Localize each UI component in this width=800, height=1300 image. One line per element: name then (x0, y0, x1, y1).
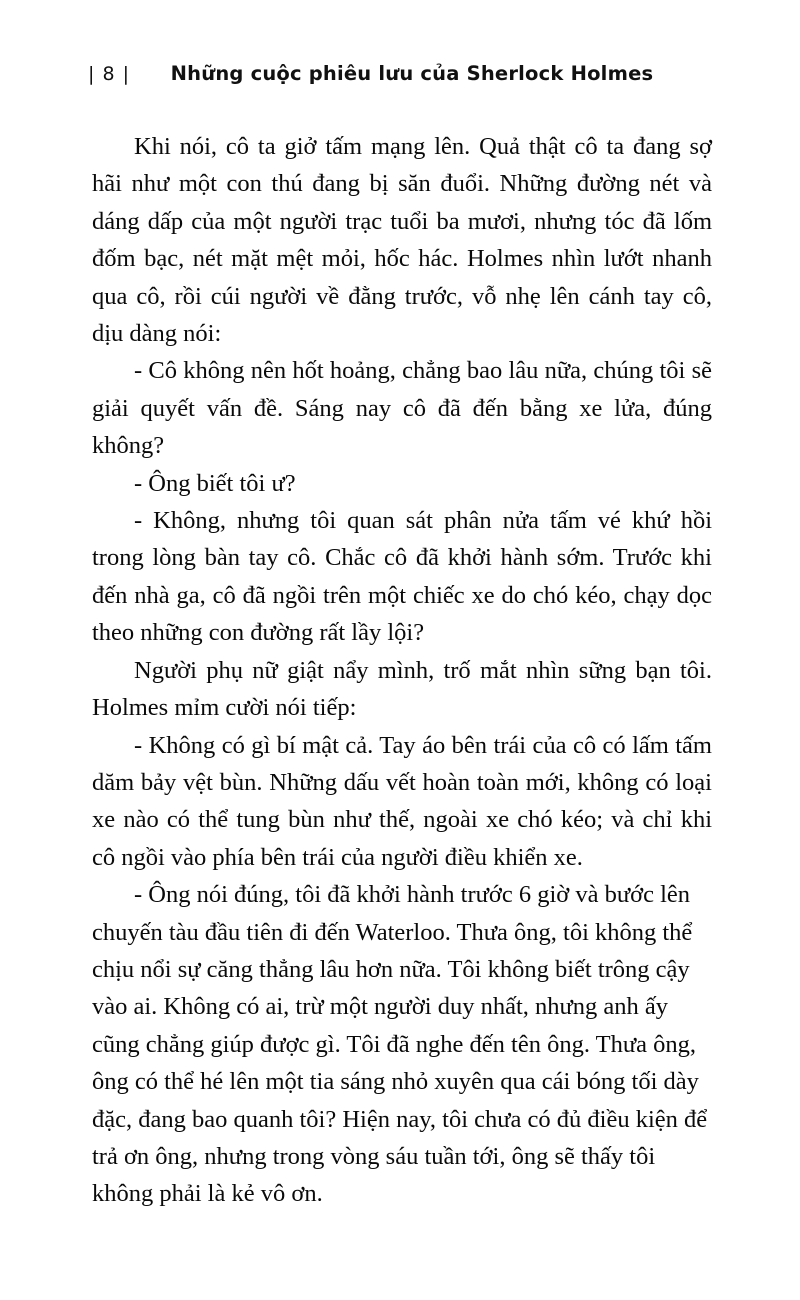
page-header (88, 62, 712, 94)
paragraph: - Ông nói đúng, tôi đã khởi hành trước 6 giờ và bước lên chuyến tàu đầu tiên đi đến Waterloo. Thưa ông, tôi không thể chịu nổi sự căng thẳng lâu hơn nữa. Tôi không biết trông cậy vào ai. Không có ai, trừ một người duy nhất, nhưng anh ấy cũng chẳng giúp được gì. Tôi đã nghe đến tên ông. Thưa ông, ông có thể hé lên một tia sáng nhỏ xuyên qua cái bóng tối dày đặc, đang bao quanh tôi? Hiện nay, tôi chưa có đủ điều kiện để trả ơn ông, nhưng trong vòng sáu tuần tới, ông sẽ thấy tôi không phải là kẻ vô ơn. (92, 881, 708, 1208)
paragraph: - Không có gì bí mật cả. Tay áo bên trái của cô có lấm tấm dăm bảy vệt bùn. Những dấu vết hoàn toàn mới, không có loại xe nào có thể tung bùn như thế, ngoài xe chó kéo; và chỉ khi cô ngồi vào phía bên trái của người điều khiển xe. (92, 731, 712, 871)
paragraph: Khi nói, cô ta giở tấm mạng lên. Quả thật cô ta đang sợ hãi như một con thú đang bị săn đuổi. Những đường nét và dáng dấp của một người trạc tuổi ba mươi, nhưng tóc đã lốm đốm bạc, nét mặt mệt mỏi, hốc hác. Holmes nhìn lướt nhanh qua cô, rồi cúi người về đằng trước, vỗ nhẹ lên cánh tay cô, dịu dàng nói: (92, 133, 712, 348)
paragraph: - Ông biết tôi ư? (134, 469, 296, 497)
page-body (92, 128, 712, 1213)
running-title: Những cuộc phiêu lưu của Sherlock Holmes (170, 62, 654, 85)
page-number: | 8 | (88, 63, 130, 85)
paragraph: - Cô không nên hốt hoảng, chẳng bao lâu nữa, chúng tôi sẽ giải quyết vấn đề. Sáng nay cô đã đến bằng xe lửa, đúng không? (92, 357, 712, 460)
paragraph: - Không, nhưng tôi quan sát phân nửa tấm vé khứ hồi trong lòng bàn tay cô. Chắc cô đã khởi hành sớm. Trước khi đến nhà ga, cô đã ngồi trên một chiếc xe do chó kéo, chạy dọc theo những con đường rất lầy lội? (92, 507, 712, 647)
paragraph: Người phụ nữ giật nẩy mình, trố mắt nhìn sững bạn tôi. Holmes mỉm cười nói tiếp: (92, 656, 712, 722)
